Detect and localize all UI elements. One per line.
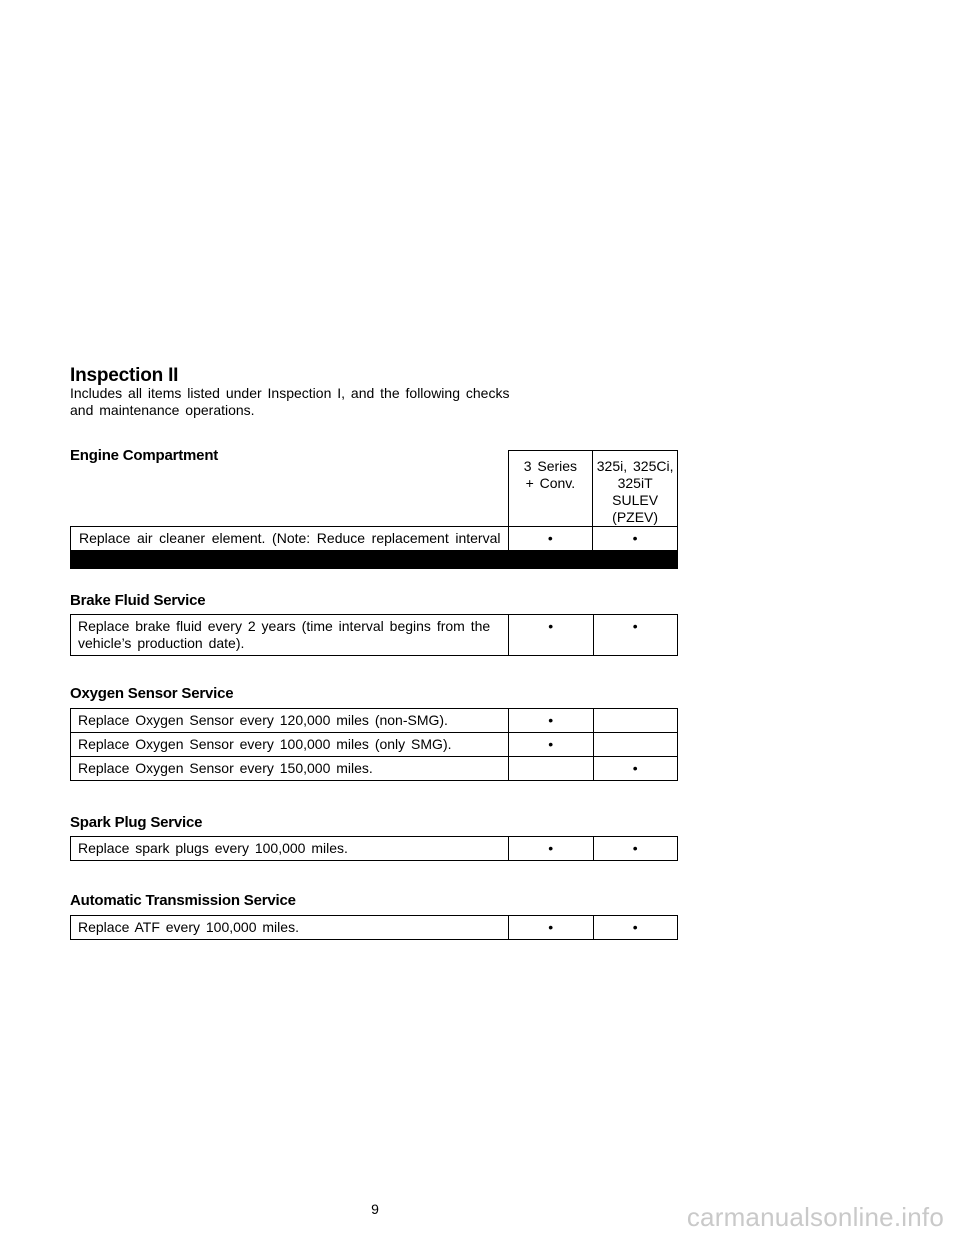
column-header-line: SULEV (PZEV)	[612, 492, 659, 525]
row-mark-col2	[593, 733, 678, 757]
row-description: Replace spark plugs every 100,000 miles.	[71, 837, 509, 861]
row-mark-col2: •	[593, 757, 678, 781]
table-row	[71, 615, 678, 656]
row-mark-col2: •	[593, 615, 678, 656]
column-header-sulev	[593, 451, 678, 527]
section-heading-spark-plug: Spark Plug Service	[70, 814, 203, 831]
section-heading-brake-fluid: Brake Fluid Service	[70, 592, 206, 609]
column-header-line: 325i, 325Ci, 325iT	[596, 458, 674, 491]
row-mark-col2: •	[593, 837, 678, 861]
page-number: 9	[371, 1201, 379, 1217]
row-description: Replace Oxygen Sensor every 150,000 miles.	[71, 757, 509, 781]
table-row	[71, 837, 678, 861]
table-row	[71, 709, 678, 733]
row-line: Replace air cleaner element. (Note: Reduce replacement interval	[79, 530, 501, 546]
row-description: Replace Oxygen Sensor every 120,000 miles (non-SMG).	[71, 709, 509, 733]
column-header-3-series	[508, 451, 593, 527]
column-header-line: + Conv.	[525, 475, 576, 491]
section-heading-automatic-transmission: Automatic Transmission Service	[70, 892, 296, 909]
brake-fluid-table	[70, 614, 678, 656]
row-mark-col1: •	[509, 916, 594, 940]
row-line: Replace brake fluid every 2 years (time interval begins from the	[78, 618, 491, 634]
row-mark-col2: •	[593, 916, 678, 940]
row-mark-col1: •	[509, 615, 594, 656]
row-line: vehicle’s production date).	[78, 635, 245, 651]
row-description: Replace ATF every 100,000 miles.	[71, 916, 509, 940]
page-title: Inspection II	[70, 365, 179, 386]
row-mark-col1: •	[509, 837, 594, 861]
intro-text	[70, 385, 509, 419]
table-row	[71, 757, 678, 781]
automatic-transmission-table	[70, 915, 678, 940]
row-mark-col1: •	[508, 527, 593, 568]
section-heading-oxygen-sensor: Oxygen Sensor Service	[70, 685, 234, 702]
column-header-line: 3 Series	[523, 458, 578, 474]
oxygen-sensor-table	[70, 708, 678, 781]
intro-line: Includes all items listed under Inspection I, and the following checks	[70, 385, 510, 401]
row-mark-col1: •	[509, 709, 594, 733]
row-mark-col2	[593, 709, 678, 733]
section-heading-engine-compartment: Engine Compartment	[70, 447, 219, 464]
watermark-text: carmanualsonline.info	[686, 1202, 944, 1232]
row-mark-col1: •	[509, 733, 594, 757]
spark-plug-table	[70, 836, 678, 861]
section-divider-bar	[70, 550, 678, 569]
intro-line: and maintenance operations.	[70, 402, 255, 418]
column-header-row	[71, 451, 678, 527]
row-mark-col1	[509, 757, 594, 781]
table-row	[71, 733, 678, 757]
table-row	[71, 916, 678, 940]
header-spacer	[71, 451, 509, 527]
row-description	[71, 615, 509, 656]
row-mark-col2: •	[593, 527, 678, 568]
row-description: Replace Oxygen Sensor every 100,000 miles (only SMG).	[71, 733, 509, 757]
